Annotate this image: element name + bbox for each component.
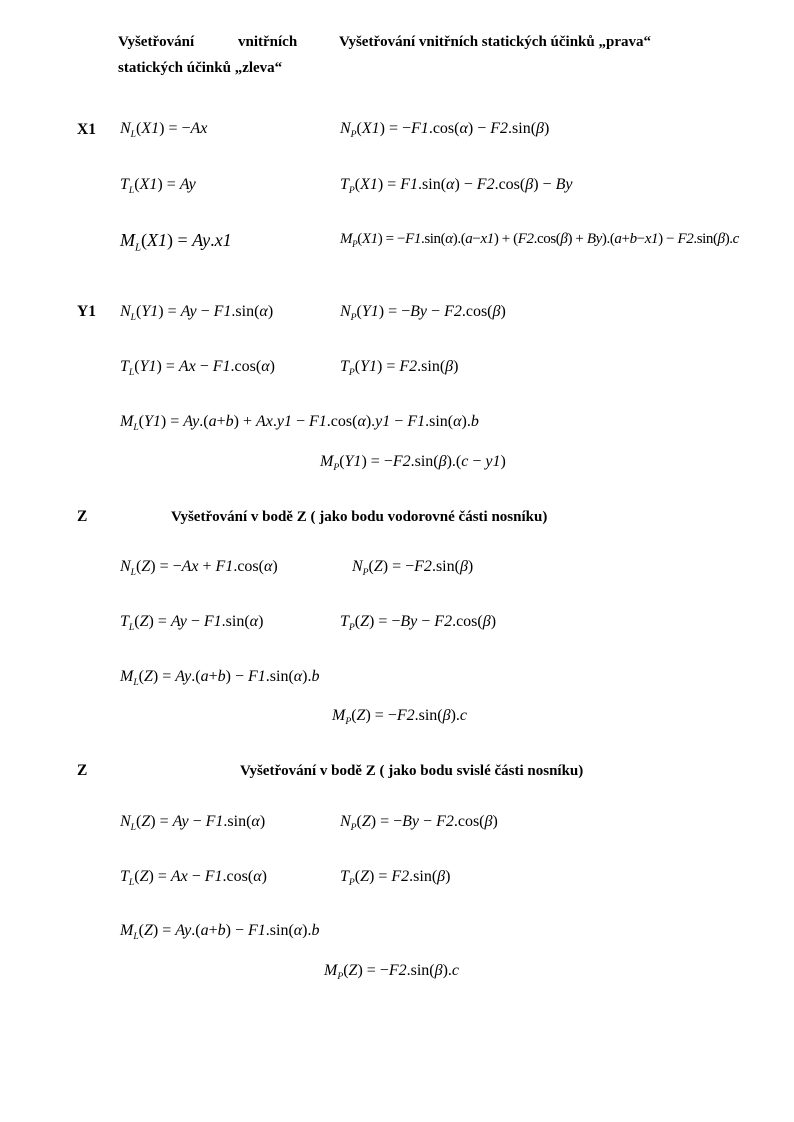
equation-tp-z-vertical: $T_P(Z) = F2.\sin(\beta)$ <box>340 868 451 889</box>
header-right: Vyšetřování vnitřních statických účinků „prava“ <box>339 34 651 50</box>
equation-nl-x1: $N_L(X1) = -Ax$ <box>120 120 208 141</box>
equation-mp-z-vertical: $M_P(Z) = -F2.\sin(\beta).c$ <box>324 962 459 983</box>
equation-nl-z-horizontal: $N_L(Z) = -Ax + F1.\cos(\alpha)$ <box>120 558 278 579</box>
equation-np-z-vertical: $N_P(Z) = -By - F2.\cos(\beta)$ <box>340 813 498 834</box>
equation-tl-z-horizontal: $T_L(Z) = Ay - F1.\sin(\alpha)$ <box>120 613 264 634</box>
equation-np-x1: $N_P(X1) = -F1.\cos(\alpha) - F2.\sin(\beta)$ <box>340 120 550 141</box>
equation-mp-z-horizontal: $M_P(Z) = -F2.\sin(\beta).c$ <box>332 707 467 728</box>
equation-np-z-horizontal: $N_P(Z) = -F2.\sin(\beta)$ <box>352 558 474 579</box>
header-left-word-2: vnitřních <box>238 34 298 50</box>
equation-ml-y1: $M_L(Y1) = Ay.(a+b) + Ax.y1 - F1.\cos(\alpha).y1 - F1.\sin(\alpha).b$ <box>120 413 479 434</box>
equation-mp-y1: $M_P(Y1) = -F2.\sin(\beta).(c - y1)$ <box>320 453 506 474</box>
equation-ml-z-vertical: $M_L(Z) = Ay.(a+b) - F1.\sin(\alpha).b$ <box>120 922 320 943</box>
equation-tp-x1: $T_P(X1) = F1.\sin(\alpha) - F2.\cos(\beta) - By$ <box>340 176 573 197</box>
header-left-word-1: Vyšetřování <box>118 34 195 50</box>
equation-ml-z-horizontal: $M_L(Z) = Ay.(a+b) - F1.\sin(\alpha).b$ <box>120 668 320 689</box>
equation-np-y1: $N_P(Y1) = -By - F2.\cos(\beta)$ <box>340 303 506 324</box>
header-left-line-2: statických účinků „zleva“ <box>118 60 283 76</box>
equation-nl-y1: $N_L(Y1) = Ay - F1.\sin(\alpha)$ <box>120 303 274 324</box>
section-label-z-vertical: Z <box>77 762 88 779</box>
section-title-z-vertical: Vyšetřování v bodě Z ( jako bodu svislé části nosníku) <box>240 763 584 779</box>
section-label-z-horizontal: Z <box>77 508 88 525</box>
section-title-z-horizontal: Vyšetřování v bodě Z ( jako bodu vodorovné části nosníku) <box>171 509 548 525</box>
equation-ml-x1: $M_L(X1) = Ay.x1$ <box>120 230 232 254</box>
equation-tl-x1: $T_L(X1) = Ay$ <box>120 176 196 197</box>
equation-mp-x1: $M_P(X1) = -F1.\sin(\alpha).(a-x1) + (F2.\cos(\beta) + By).(a+b-x1) - F2.\sin(\beta).c$ <box>340 231 739 249</box>
section-label-y1: Y1 <box>77 303 96 320</box>
equation-tl-y1: $T_L(Y1) = Ax - F1.\cos(\alpha)$ <box>120 358 275 379</box>
section-label-x1: X1 <box>77 121 96 138</box>
equation-tp-z-horizontal: $T_P(Z) = -By - F2.\cos(\beta)$ <box>340 613 497 634</box>
equation-tl-z-vertical: $T_L(Z) = Ax - F1.\cos(\alpha)$ <box>120 868 267 889</box>
equation-nl-z-vertical: $N_L(Z) = Ay - F1.\sin(\alpha)$ <box>120 813 266 834</box>
equation-tp-y1: $T_P(Y1) = F2.\sin(\beta)$ <box>340 358 459 379</box>
